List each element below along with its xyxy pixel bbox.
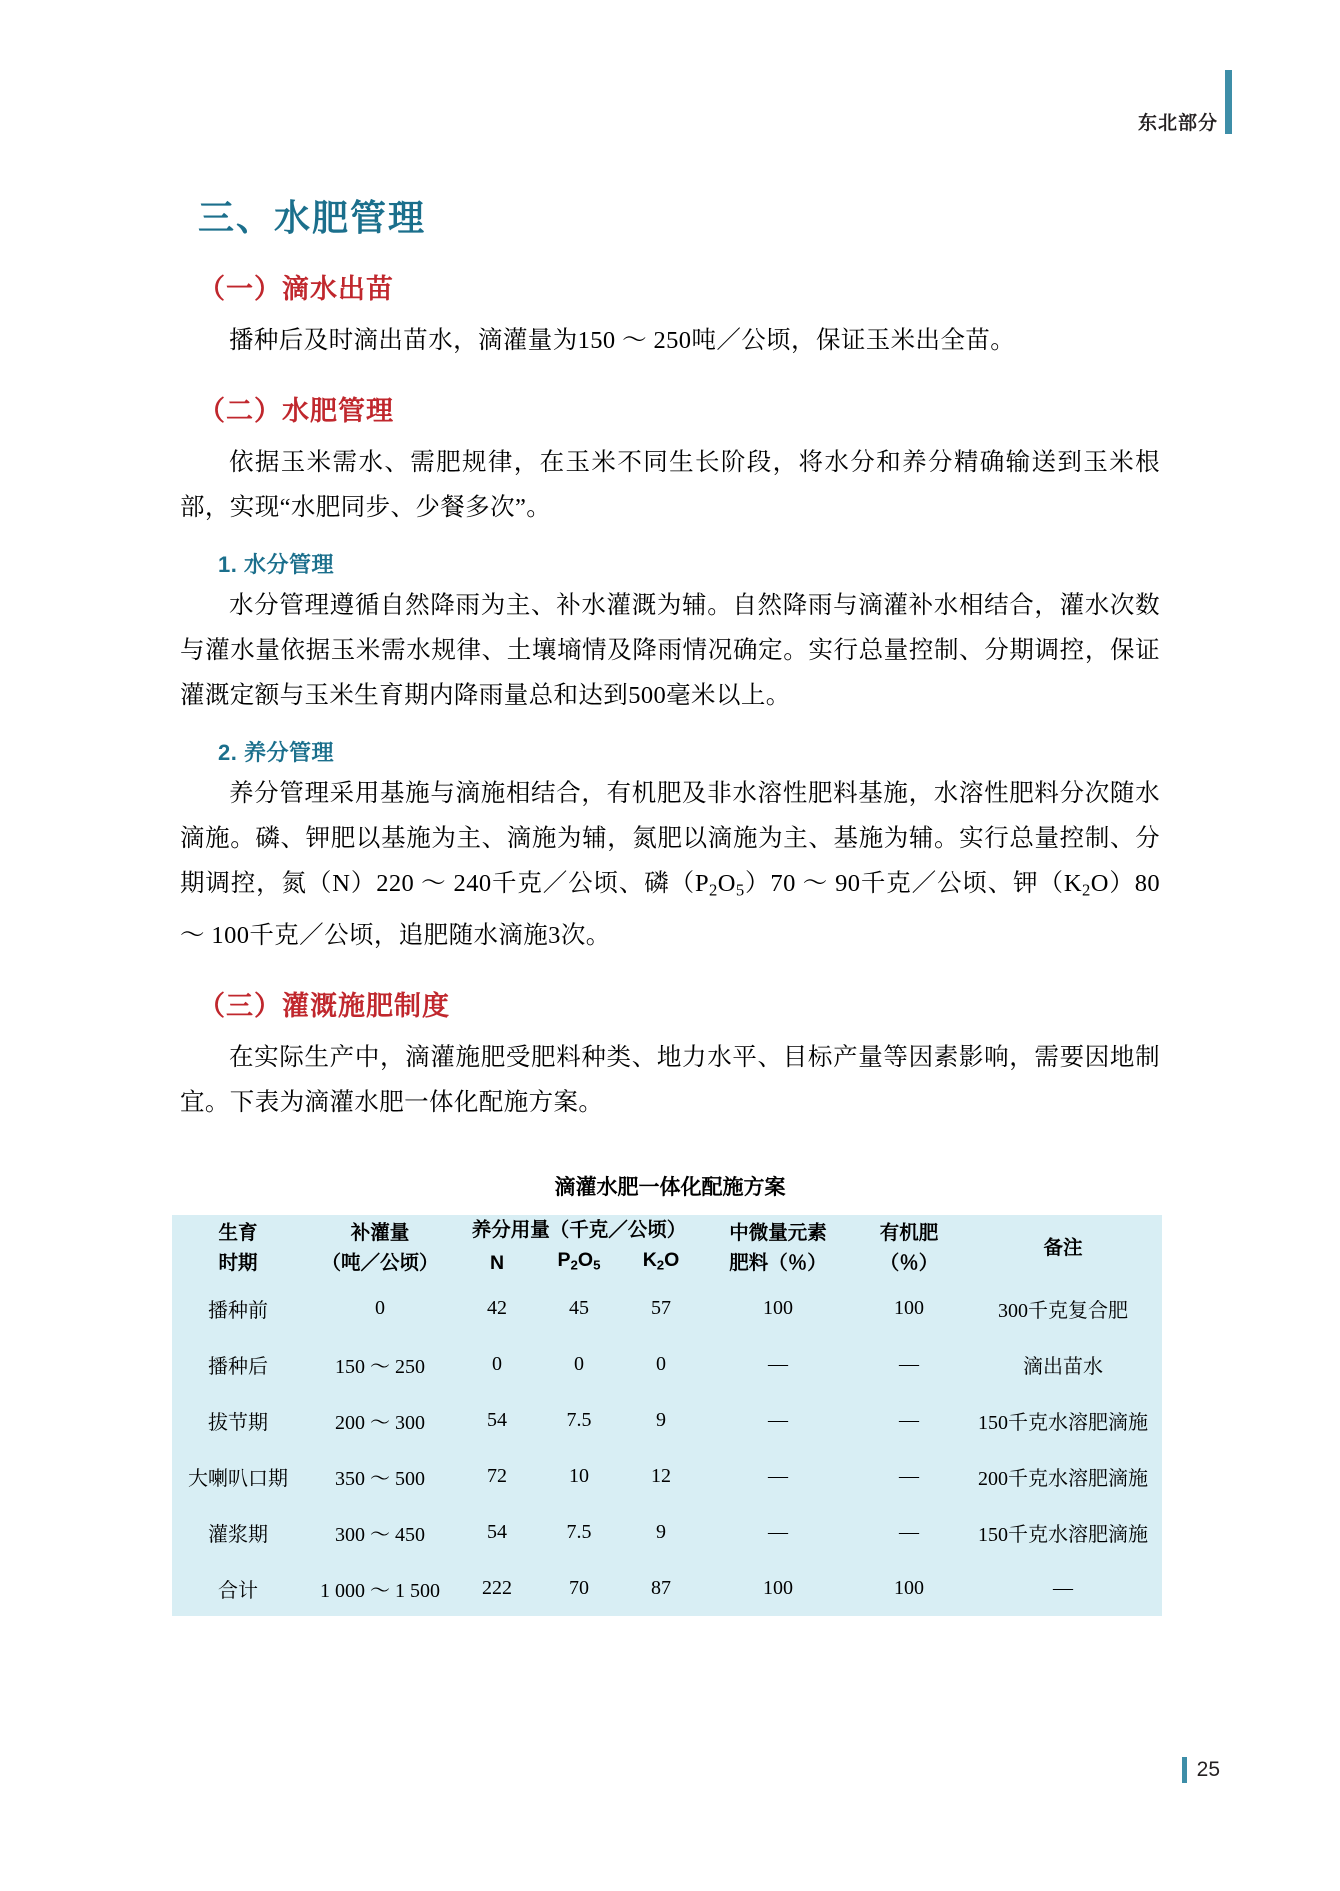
cell-k: 0	[656, 1352, 666, 1375]
running-header	[1138, 108, 1218, 135]
heading-water-management: 1. 水分管理	[218, 552, 334, 577]
table-row	[172, 1560, 1162, 1616]
subscript-2: 2	[1082, 880, 1091, 900]
th-p: $P_2O_5$	[557, 1248, 601, 1273]
cell-p: 7.5	[566, 1408, 592, 1431]
cell-organic: —	[899, 1408, 920, 1431]
cell-micro: 100	[763, 1576, 794, 1599]
cell-p: 7.5	[566, 1520, 592, 1543]
cell-stage: 播种前	[208, 1299, 268, 1322]
cell-stage: 灌浆期	[208, 1523, 268, 1546]
cell-micro: —	[768, 1408, 789, 1431]
cell-n: 42	[487, 1296, 507, 1319]
cell-micro: —	[768, 1352, 789, 1375]
th-organic: 有机肥 （％）	[879, 1221, 939, 1274]
cell-p: 70	[569, 1576, 589, 1599]
cell-note: 150千克水溶肥滴施	[978, 1523, 1149, 1546]
cell-note: 150千克水溶肥滴施	[978, 1411, 1149, 1434]
footer-accent-bar	[1182, 1757, 1187, 1783]
cell-n: 222	[482, 1576, 512, 1599]
paragraph-water-management: 水分管理遵循自然降雨为主、补水灌溉为辅。自然降雨与滴灌补水相结合，灌水次数与灌水量依据玉米需水规律、土壤墒情及降雨情况确定。实行总量控制、分期调控，保证灌溉定额与玉米生育期内降雨量总和达到500毫米以上。	[180, 592, 1160, 709]
header-accent-bar	[1225, 70, 1232, 134]
cell-organic: 100	[894, 1296, 925, 1319]
table-row	[172, 1448, 1162, 1504]
paragraph-sub3: 在实际生产中，滴灌施肥受肥料种类、地力水平、目标产量等因素影响，需要因地制宜。下表为滴灌水肥一体化配施方案。	[180, 1043, 1160, 1116]
th-n: N	[489, 1251, 505, 1274]
cell-p: 0	[574, 1352, 584, 1375]
nutrient-text-b: ）70 ～ 90千克／公顷、钾（K	[744, 870, 1083, 897]
cell-stage: 拔节期	[208, 1411, 268, 1434]
cell-note: 滴出苗水	[1023, 1355, 1104, 1378]
cell-n: 0	[492, 1352, 502, 1375]
cell-micro: —	[768, 1464, 789, 1487]
cell-note: —	[1053, 1576, 1074, 1599]
cell-organic: —	[899, 1352, 920, 1375]
th-note: 备注	[1043, 1236, 1083, 1259]
o5-sub-holder: $O_5$	[717, 870, 745, 900]
table-row	[172, 1280, 1162, 1336]
cell-water: 350 ～ 500	[335, 1467, 425, 1490]
cell-n: 54	[487, 1520, 507, 1543]
cell-organic: —	[899, 1520, 920, 1543]
cell-n: 72	[487, 1464, 507, 1487]
cell-organic: —	[899, 1464, 920, 1487]
table-row	[172, 1392, 1162, 1448]
cell-stage: 合计	[218, 1579, 258, 1602]
cell-note: 200千克水溶肥滴施	[978, 1467, 1149, 1490]
cell-water: 300 ～ 450	[335, 1523, 425, 1546]
page-title: 三、水肥管理	[198, 197, 427, 238]
cell-micro: 100	[763, 1296, 794, 1319]
th-micro: 中微量元素 肥料（％）	[729, 1221, 827, 1274]
cell-k: 9	[656, 1408, 666, 1431]
paragraph-nutrient-management	[180, 771, 1160, 958]
cell-organic: 100	[894, 1576, 925, 1599]
page-footer	[1182, 1757, 1220, 1783]
cell-stage: 大喇叭口期	[188, 1467, 288, 1490]
cell-water: 1 000 ～ 1 500	[320, 1579, 440, 1602]
table-body	[172, 1280, 1162, 1616]
heading-sub2: （二）水肥管理	[198, 396, 394, 426]
th-water: 补灌量 （吨／公顷）	[321, 1221, 439, 1274]
cell-k: 9	[656, 1520, 666, 1543]
cell-k: 87	[651, 1576, 671, 1599]
cell-p: 10	[569, 1464, 589, 1487]
nutrient-text-a: 养分管理采用基施与滴施相结合，有机肥及非水溶性肥料基施，水溶性肥料分次随水滴施。磷、钾肥以基施为主、滴施为辅，氮肥以滴施为主、基施为辅。实行总量控制、分期调控，氮（N）220 ～ 240千克／公顷、磷（P	[180, 780, 1160, 897]
cell-n: 54	[487, 1408, 507, 1431]
table-row	[172, 1336, 1162, 1392]
cell-k: 57	[651, 1296, 671, 1319]
paragraph-sub2-intro: 依据玉米需水、需肥规律，在玉米不同生长阶段，将水分和养分精确输送到玉米根部，实现“水肥同步、少餐多次”。	[180, 449, 1160, 521]
fertilizer-table	[172, 1215, 1162, 1617]
content-column	[180, 190, 1160, 1616]
heading-sub1: （一）滴水出苗	[198, 274, 394, 304]
table-caption: 滴灌水肥一体化配施方案	[554, 1175, 786, 1199]
cell-water: 0	[375, 1296, 385, 1319]
th-k: $K_2O$	[642, 1248, 680, 1273]
paragraph-sub1: 播种后及时滴出苗水，滴灌量为150 ～ 250吨／公顷，保证玉米出全苗。	[229, 327, 1016, 354]
table-row	[172, 1504, 1162, 1560]
th-nutrient-group: 养分用量（千克／公顷）	[471, 1218, 687, 1241]
cell-stage: 播种后	[208, 1355, 268, 1378]
table-header	[172, 1215, 1162, 1281]
cell-micro: —	[768, 1520, 789, 1543]
cell-water: 150 ～ 250	[335, 1355, 425, 1378]
cell-p: 45	[569, 1296, 589, 1319]
subscript-2o5: 2	[709, 880, 718, 900]
cell-k: 12	[651, 1464, 671, 1487]
heading-sub3: （三）灌溉施肥制度	[198, 990, 450, 1021]
page-number: 25	[1196, 1758, 1220, 1781]
cell-water: 200 ～ 300	[335, 1411, 425, 1434]
heading-nutrient-management: 2. 养分管理	[218, 740, 334, 765]
running-header-text: 东北部分	[1137, 113, 1218, 134]
th-stage: 生育 时期	[218, 1221, 258, 1274]
cell-note: 300千克复合肥	[998, 1299, 1129, 1322]
nutrient-text-c: O）80 ～ 100千克／公顷，追肥随水滴施3次。	[180, 870, 1160, 949]
